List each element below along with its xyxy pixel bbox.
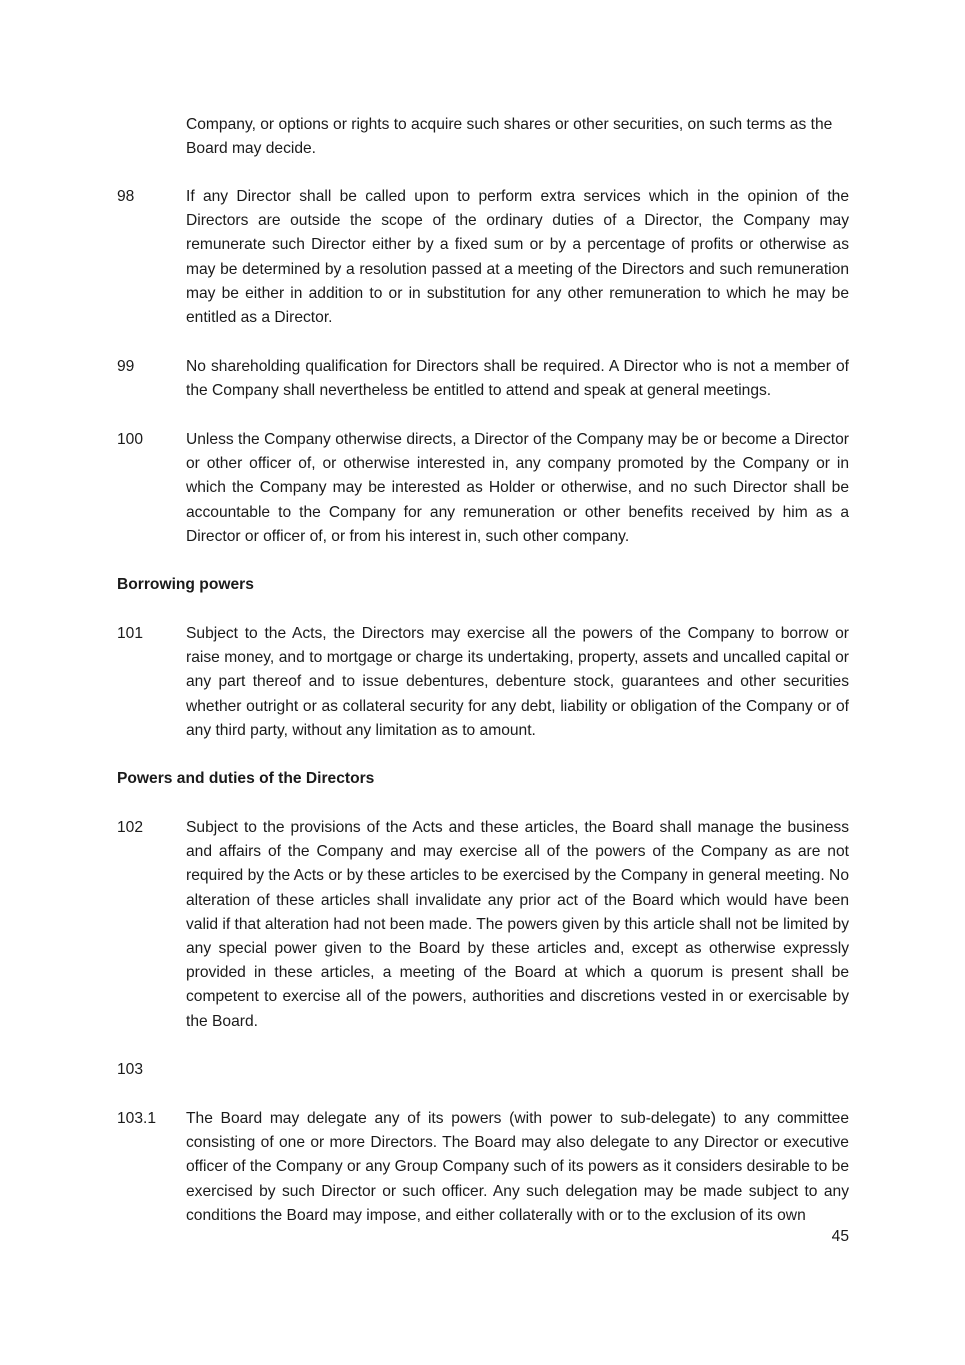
article-number: 98 xyxy=(117,188,135,205)
article-text: No shareholding qualification for Directors shall be required. A Director who is not a member of the Company shall nevertheless be entitled to attend and speak at general meetings. xyxy=(186,358,849,400)
article-number: 99 xyxy=(117,358,135,375)
article-number: 101 xyxy=(117,625,144,642)
article-text xyxy=(186,1058,849,1082)
article-text: The Board may delegate any of its powers (with power to sub-delegate) to any committee consisting of one or more Directors. The Board may also delegate to any Director or executive officer of the Company or any Group Company such of its powers as it considers desirable to be exercised by such Director or such officer. Any such delegation may be made subject to any conditions the Board may impose, and either collaterally with or to the exclusion of its own xyxy=(186,1110,849,1224)
article-number: 102 xyxy=(117,819,144,836)
article-100 xyxy=(117,428,849,549)
article-99 xyxy=(117,355,849,403)
continuation-paragraph: Company, or options or rights to acquire such shares or other securities, on such terms as the Board may decide. xyxy=(186,116,833,158)
article-103 xyxy=(117,1058,849,1082)
article-number: 103.1 xyxy=(117,1110,157,1127)
article-text: Unless the Company otherwise directs, a Director of the Company may be or become a Director or other officer of, or otherwise interested in, any company promoted by the Company or in which the Company may be interested as Holder or otherwise, and no such Director shall be accountable to the Company for any remuneration or other benefits received by him as a Director or officer of, or from his interest in, such other company. xyxy=(186,431,849,545)
article-98 xyxy=(117,185,849,330)
article-text: Subject to the Acts, the Directors may exercise all the powers of the Company to borrow or raise money, and to mortgage or charge its undertaking, property, assets and uncalled capital or any part thereof and to issue debentures, debenture stock, guarantees and other securities whether outright or as collateral security for any debt, liability or obligation of the Company or of any third party, without any limitation as to amount. xyxy=(186,625,849,739)
article-text: Subject to the provisions of the Acts and these articles, the Board shall manage the business and affairs of the Company and may exercise all of the powers of the Company as are not required by the Acts or by these articles to be exercised by the Company in general meeting. No alteration of these articles shall invalidate any prior act of the Board which would have been valid if that alteration had not been made. The powers given by this article shall not be limited by any special power given to the Board by these articles and, except as otherwise expressly provided in these articles, a meeting of the Board at which a quorum is present shall be competent to exercise all of the powers, authorities and discretions vested in or exercisable by the Board. xyxy=(186,819,849,1030)
article-103-1 xyxy=(117,1107,849,1228)
heading-powers-and-duties: Powers and duties of the Directors xyxy=(117,770,375,787)
heading-borrowing-powers: Borrowing powers xyxy=(117,576,254,593)
article-number: 103 xyxy=(117,1061,144,1078)
article-102 xyxy=(117,816,849,1034)
page-number: 45 xyxy=(831,1228,849,1245)
article-number: 100 xyxy=(117,431,144,448)
article-text: If any Director shall be called upon to perform extra services which in the opinion of the Directors are outside the scope of the ordinary duties of a Director, the Company may remunerate such Director either by a fixed sum or by a percentage of profits or otherwise as may be determined by a resolution passed at a meeting of the Directors and such remuneration may be either in addition to or in substitution for any other remuneration to which he may be entitled as a Director. xyxy=(186,188,849,327)
article-101 xyxy=(117,622,849,743)
